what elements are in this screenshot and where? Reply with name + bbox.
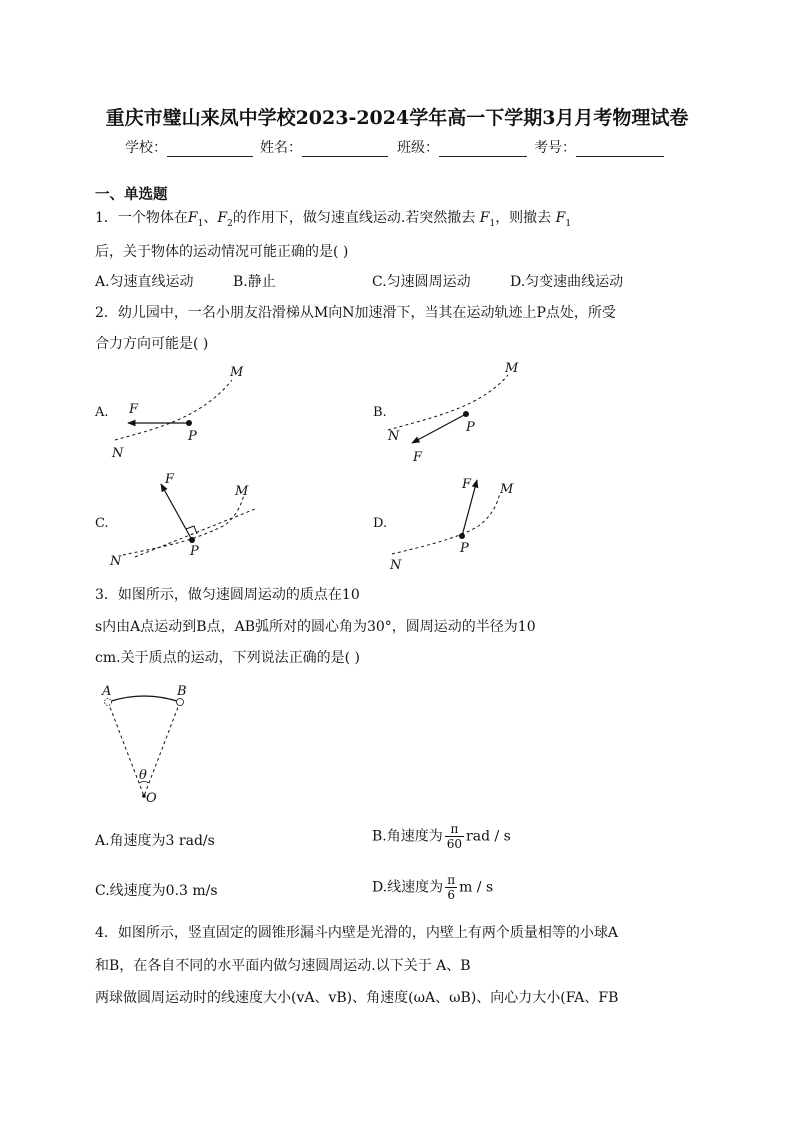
label-a: A: [102, 684, 112, 699]
section-heading: 一、单选题: [95, 187, 168, 203]
label-f-c: F: [165, 472, 175, 487]
label-n-b: N: [388, 429, 400, 444]
q3-option-c: C.线速度为0.3 m/s: [95, 883, 218, 899]
label-p-a: P: [188, 429, 197, 444]
q3-line1: 3．如图所示，做匀速圆周运动的质点在10: [95, 587, 360, 603]
trajectory-b: [388, 375, 508, 430]
q1-line2: 后，关于物体的运动情况可能正确的是( ): [95, 244, 349, 260]
label-m-a: M: [230, 365, 244, 380]
label-f-d: F: [462, 477, 472, 492]
q2-line2: 合力方向可能是( ): [95, 336, 209, 352]
point-b: [177, 699, 184, 706]
arc-ab: [108, 696, 180, 702]
label-theta: θ: [139, 768, 147, 783]
q2-diagram-c: [109, 472, 255, 569]
class-label: 班级：: [397, 140, 439, 156]
q1-option-c: C.匀速圆周运动: [372, 274, 471, 290]
q4-line2: 和B，在各自不同的水平面内做匀速圆周运动.以下关于 A、B: [95, 958, 471, 974]
q1-option-d: D.匀变速曲线运动: [510, 274, 624, 290]
point-p-a: [186, 420, 192, 426]
q1-option-b: B.静止: [233, 274, 276, 290]
q3-option-d: D.线速度为 $\frac{\pi}{6}$ m / s: [372, 873, 494, 902]
point-p-c: [189, 537, 195, 543]
label-p-c: P: [190, 544, 199, 559]
label-m-d: M: [500, 482, 514, 497]
point-p-d: [459, 533, 465, 539]
q2-label-c: C.: [95, 516, 109, 531]
q2-diagram-a: [111, 365, 244, 461]
label-m-b: M: [505, 361, 519, 376]
name-label: 姓名：: [260, 140, 302, 156]
page-title: 重庆市璧山来凤中学校2023-2024学年高一下学期3月月考物理试卷: [105, 107, 689, 129]
label-f-b: F: [413, 450, 423, 465]
q3-option-b: B.角速度为 $\frac{\pi}{60}$ rad / s: [372, 822, 511, 851]
school-label: 学校：: [125, 140, 167, 156]
q4-line3: 两球做圆周运动时的线速度大小(vA、vB)、角速度(ωA、ωB)、向心力大小(FA、FB: [95, 990, 619, 1006]
label-n-a: N: [112, 446, 124, 461]
radius-ob: [144, 702, 180, 796]
q1-line1: 1．一个物体在$F_1$、$F_2$的作用下，做匀速直线运动.若突然撤去 $F_1$，则撤去 $F_1$: [95, 210, 572, 229]
label-p-d: P: [460, 541, 469, 556]
q4-line1: 4．如图所示，竖直固定的圆锥形漏斗内壁是光滑的，内壁上有两个质量相等的小球A: [95, 925, 619, 941]
q2-diagram-b: [387, 361, 519, 465]
label-b: B: [177, 684, 187, 699]
label-n-d: N: [390, 558, 402, 573]
q3-diagram: [101, 684, 187, 806]
label-p-b: P: [466, 420, 475, 435]
label-n-c: N: [110, 554, 122, 569]
number-label: 考号：: [534, 140, 576, 156]
q2-label-a: A.: [95, 405, 109, 420]
point-a: [105, 699, 112, 706]
label-m-c: M: [235, 484, 249, 499]
q3-line3: cm.关于质点的运动，下列说法正确的是( ): [95, 650, 360, 666]
q2-line1: 2．幼儿园中，一名小朋友沿滑梯从M向N加速滑下，当其在运动轨迹上P点处，所受: [95, 305, 616, 321]
q2-label-b: B.: [373, 405, 387, 420]
q2-label-d: D.: [373, 516, 388, 531]
q3-option-a: A.角速度为3 rad/s: [95, 833, 215, 849]
label-o: O: [146, 791, 157, 806]
trajectory-d: [392, 493, 500, 554]
q3-line2: s内由A点运动到B点，AB弧所对的圆心角为30°，圆周运动的半径为10: [95, 619, 536, 635]
q1-option-a: A.匀速直线运动: [95, 274, 194, 290]
label-f-a: F: [129, 402, 139, 417]
point-p-b: [463, 411, 469, 417]
q2-diagram-d: [389, 477, 514, 573]
force-arrow-b: [412, 414, 466, 443]
force-arrow-c: [161, 484, 192, 540]
